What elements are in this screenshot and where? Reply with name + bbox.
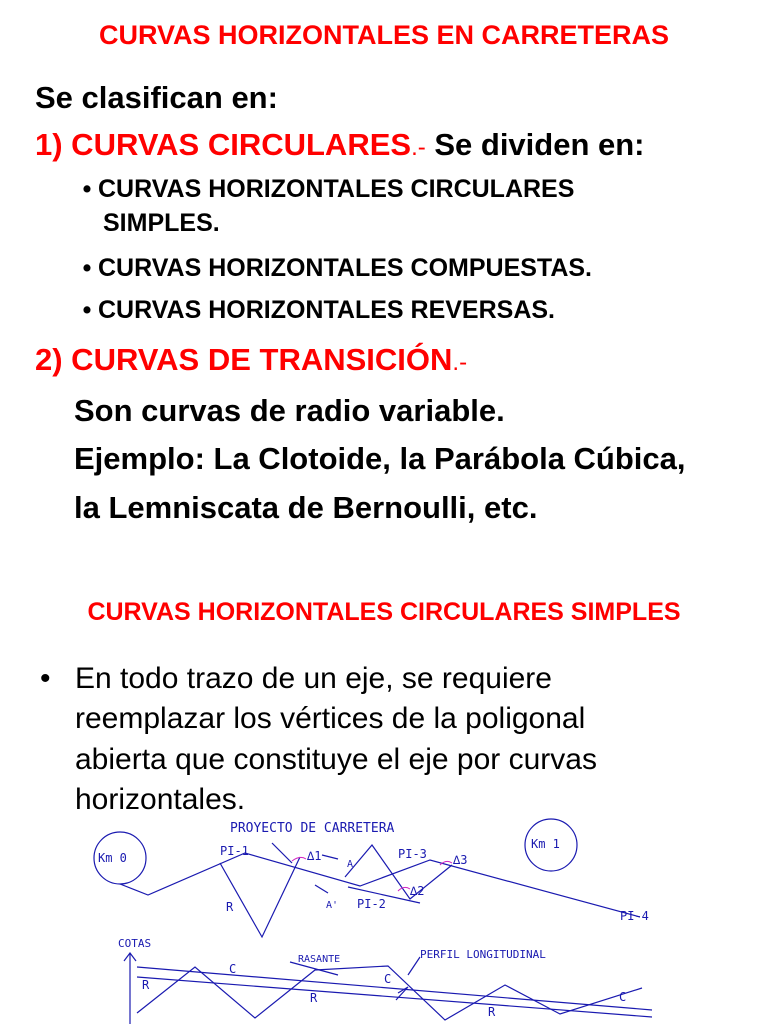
radius-label: R: [226, 900, 234, 914]
section1-label: 1) CURVAS CIRCULARES: [35, 127, 412, 162]
km1-label: Km 1: [531, 837, 560, 851]
list-item-continuation: SIMPLES.: [103, 209, 220, 237]
rasante-label: RASANTE: [298, 954, 341, 965]
rasante-line-1: [137, 967, 652, 1010]
profile-c-label: C: [229, 962, 237, 976]
section1-heading: [35, 127, 645, 163]
paragraph-line: abierta que constituye el eje por curvas: [75, 743, 597, 776]
profile-r-label: R: [310, 991, 318, 1005]
pi3-label: PI-3: [398, 847, 427, 861]
section-heading-simple: CURVAS HORIZONTALES CIRCULARES SIMPLES: [87, 598, 681, 626]
cotas-label: COTAS: [118, 937, 152, 950]
pi1-label: PI-1: [220, 844, 249, 858]
section2-dash: .-: [452, 349, 468, 376]
section2-line: la Lemniscata de Bernoulli, etc.: [74, 490, 538, 525]
list-item: • CURVAS HORIZONTALES COMPUESTAS.: [76, 254, 592, 283]
section2-line: Son curvas de radio variable.: [74, 393, 505, 428]
bullet-icon: •: [82, 296, 92, 324]
road-project-diagram: [0, 815, 768, 1024]
delta1-label: ∆1: [307, 849, 322, 863]
section1-dash: .-: [411, 134, 426, 161]
diagram-title: PROYECTO DE CARRETERA: [230, 821, 395, 836]
bullet-icon: •: [82, 175, 92, 203]
page-heading: CURVAS HORIZONTALES EN CARRETERAS: [98, 20, 670, 50]
km0-label: Km 0: [98, 851, 127, 865]
delta2-label: ∆2: [410, 884, 425, 898]
point-a-label: A: [347, 859, 354, 870]
delta3-label: ∆3: [453, 853, 468, 867]
bullet-icon: •: [82, 254, 92, 282]
list-item: • CURVAS HORIZONTALES CIRCULARES: [76, 175, 574, 204]
profile-r-label: R: [142, 978, 150, 992]
profile-c-label: C: [619, 990, 627, 1004]
list-item: • CURVAS HORIZONTALES REVERSAS.: [76, 296, 555, 325]
perfil-label: PERFIL LONGITUDINAL: [420, 948, 546, 961]
section2-line: Ejemplo: La Clotoide, la Parábola Cúbica,: [74, 441, 686, 476]
section2-label: 2) CURVAS DE TRANSICIÓN: [35, 342, 453, 377]
profile-r-label: R: [488, 1005, 496, 1019]
section1-suffix: Se dividen en:: [425, 127, 645, 162]
pi4-label: PI-4: [620, 909, 649, 923]
intro-text: Se clasifican en:: [35, 80, 278, 115]
paragraph-line: reemplazar los vértices de la poligonal: [75, 702, 586, 735]
paragraph-bullet: •: [40, 662, 51, 695]
pi2-label: PI-2: [357, 897, 386, 911]
radius-lines-1: [220, 857, 300, 937]
profile-c-label: C: [384, 972, 392, 986]
paragraph-line: En todo trazo de un eje, se requiere: [75, 662, 552, 695]
point-a-prime-label: A': [326, 900, 339, 911]
paragraph-line: horizontales.: [75, 783, 246, 816]
section2-heading: [35, 342, 467, 378]
